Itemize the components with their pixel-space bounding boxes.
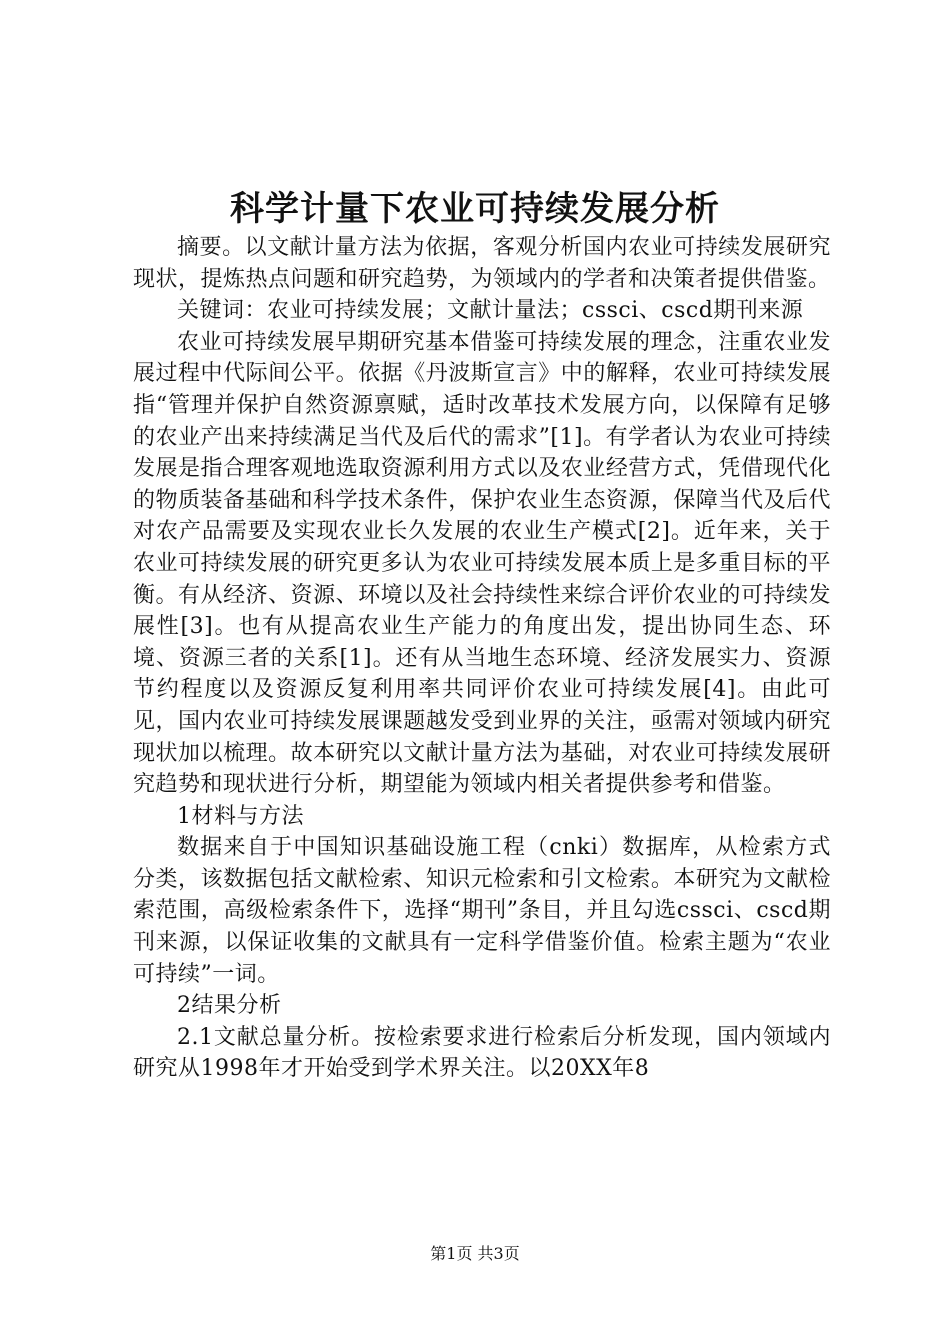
keywords-paragraph: 关键词：农业可持续发展；文献计量法；cssci、cscd期刊来源 (177, 298, 804, 324)
document-body (133, 232, 831, 1085)
abstract-paragraph: 摘要。以文献计量方法为依据，客观分析国内农业可持续发展研究现状，提炼热点问题和研究趋势，为领域内的学者和决策者提供借鉴。 (133, 235, 831, 292)
intro-paragraph: 农业可持续发展早期研究基本借鉴可持续发展的理念，注重农业发展过程中代际间公平。依据《丹波斯宣言》中的解释，农业可持续发展指“管理并保护自然资源禀赋，适时改革技术发展方向，以保障有足够的农业产出来持续满足当代及后代的需求”[1]。有学者认为农业可持续发展是指合理客观地选取资源利用方式以及农业经营方式，凭借现代化的物质装备基础和科学技术条件，保护农业生态资源，保障当代及后代对农产品需要及实现农业长久发展的农业生产模式[2]。近年来，关于农业可持续发展的研究更多认为农业可持续发展本质上是多重目标的平衡。有从经济、资源、环境以及社会持续性来综合评价农业的可持续发展性[3]。也有从提高农业生产能力的角度出发，提出协同生态、环境、资源三者的关系[1]。还有从当地生态环境、经济发展实力、资源节约程度以及资源反复利用率共同评价农业可持续发展[4]。由此可见，国内农业可持续发展课题越发受到业界的关注，亟需对领域内研究现状加以梳理。故本研究以文献计量方法为基础，对农业可持续发展研究趋势和现状进行分析，期望能为领域内相关者提供参考和借鉴。 (133, 329, 831, 798)
document-title: 科学计量下农业可持续发展分析 (230, 189, 720, 229)
results-paragraph: 2.1文献总量分析。按检索要求进行检索后分析发现，国内领域内研究从1998年才开始受到学术界关注。以20XX年8 (133, 1024, 831, 1082)
page-footer: 第1页 共3页 (430, 1244, 520, 1263)
section-heading-results: 2结果分析 (177, 993, 282, 1019)
section-heading-materials: 1材料与方法 (177, 803, 304, 829)
methods-paragraph: 数据来自于中国知识基础设施工程（cnki）数据库，从检索方式分类，该数据包括文献检索、知识元检索和引文检索。本研究为文献检索范围，高级检索条件下，选择“期刊”条目，并且勾选cssci、cscd期刊来源，以保证收集的文献具有一定科学借鉴价值。检索主题为“农业可持续”一词。 (133, 835, 831, 987)
